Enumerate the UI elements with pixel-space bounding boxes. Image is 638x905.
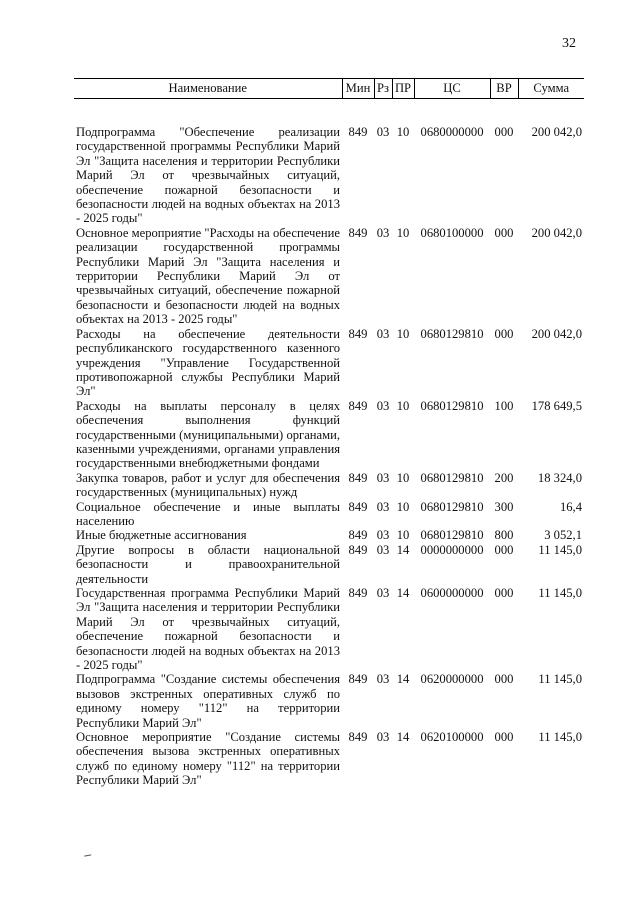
cell-min: 849	[348, 542, 368, 557]
cell-sum: 200 042,0	[531, 125, 582, 139]
cell-name: Государственная программа Республики Марий Эл "Защита населения и территории Республики Марий Эл от чрезвычайных ситуаций, обеспечение пожарной безопасности и безопасности людей на водных объектах на 2013 - 2025 годы"	[76, 586, 340, 673]
cell-cs: 0620100000	[420, 730, 484, 745]
table-row	[74, 528, 584, 542]
cell-name: Социальное обеспечение и иные выплаты населению	[76, 499, 340, 528]
cell-cs: 0600000000	[420, 586, 484, 600]
cell-name: Основное мероприятие "Расходы на обеспечение реализации государственной программы Республики Марий Эл "Защита населения и территории Республики Марий Эл от чрезвычайных ситуаций, обеспечение пожарной безопасности и безопасности людей на водных объектах на 2013 - 2025 годы"	[76, 225, 340, 327]
table-header-row	[74, 79, 584, 99]
cell-cs: 0680129810	[420, 326, 484, 341]
cell-sum: 178 649,5	[531, 398, 582, 413]
cell-pr: 14	[396, 586, 410, 600]
cell-name: Закупка товаров, работ и услуг для обеспечения государственных (муниципальных) нужд	[76, 470, 340, 500]
cell-rz: 03	[376, 542, 390, 557]
cell-vr: 000	[494, 586, 514, 600]
cell-rz: 03	[376, 125, 390, 139]
cell-vr: 800	[494, 528, 514, 543]
table-row	[74, 586, 584, 672]
cell-pr: 10	[396, 225, 410, 240]
cell-rz: 03	[376, 528, 390, 543]
header-vr: ВР	[490, 79, 518, 99]
cell-vr: 100	[494, 398, 514, 413]
table-row	[74, 99, 584, 226]
cell-pr: 14	[396, 542, 410, 557]
cell-sum: 11 145,0	[538, 672, 582, 687]
cell-sum: 18 324,0	[537, 470, 582, 485]
cell-sum: 200 042,0	[531, 326, 582, 341]
cell-vr: 000	[494, 225, 514, 240]
cell-pr: 10	[396, 398, 410, 413]
cell-vr: 000	[494, 542, 514, 557]
cell-sum: 3 052,1	[544, 528, 582, 543]
scan-mark	[84, 851, 92, 856]
cell-min: 849	[348, 586, 368, 600]
cell-min: 849	[348, 326, 368, 341]
table-row	[74, 226, 584, 327]
cell-pr: 10	[396, 326, 410, 341]
cell-rz: 03	[376, 326, 390, 341]
cell-name: Расходы на обеспечение деятельности республиканского государственного казенного учреждения "Управление Государственной противопожарной службы Республики Марий Эл"	[76, 326, 340, 399]
table-row	[74, 730, 584, 788]
cell-pr: 10	[396, 125, 410, 139]
cell-vr: 000	[494, 730, 514, 745]
table-row	[74, 471, 584, 500]
header-sum: Сумма	[518, 79, 584, 99]
cell-cs: 0680129810	[420, 528, 484, 543]
cell-name: Подпрограмма "Создание системы обеспечения вызовов экстренных оперативных служб по единому номеру "112" на территории Республики Марий Эл"	[76, 672, 340, 730]
cell-pr: 14	[396, 672, 410, 687]
cell-min: 849	[348, 672, 368, 687]
table-row	[74, 327, 584, 399]
cell-rz: 03	[376, 398, 390, 413]
cell-cs: 0680000000	[420, 125, 484, 139]
table-row	[74, 399, 584, 471]
cell-min: 849	[348, 398, 368, 413]
cell-rz: 03	[376, 586, 390, 600]
cell-vr: 000	[494, 672, 514, 687]
cell-sum: 11 145,0	[538, 542, 582, 557]
cell-name: Иные бюджетные ассигнования	[76, 528, 247, 543]
cell-pr: 10	[396, 470, 410, 485]
cell-min: 849	[348, 528, 368, 543]
cell-name: Основное мероприятие "Создание системы обеспечения вызова экстренных оперативных служб по единому номеру "112" на территории Республики Марий Эл"	[76, 730, 340, 788]
header-rz: Рз	[374, 79, 392, 99]
cell-cs: 0620000000	[420, 672, 484, 687]
cell-vr: 300	[494, 499, 514, 514]
cell-rz: 03	[376, 470, 390, 485]
cell-vr: 200	[494, 470, 514, 485]
header-cs: ЦС	[414, 79, 490, 99]
cell-min: 849	[348, 499, 368, 514]
cell-rz: 03	[376, 499, 390, 514]
cell-name: Подпрограмма "Обеспечение реализации государственной программы Республики Марий Эл "Защита населения и территории Республики Марий Эл от чрезвычайных ситуаций, обеспечение пожарной безопасности и безопасности людей на водных объектах на 2013 - 2025 годы"	[76, 125, 340, 226]
cell-min: 849	[348, 730, 368, 745]
cell-sum: 11 145,0	[538, 730, 582, 745]
budget-table	[74, 78, 584, 788]
cell-vr: 000	[494, 125, 514, 139]
cell-cs: 0680129810	[420, 470, 484, 485]
table-body	[74, 99, 584, 788]
cell-vr: 000	[494, 326, 514, 341]
cell-rz: 03	[376, 225, 390, 240]
table-row	[74, 543, 584, 586]
cell-cs: 0680100000	[420, 225, 484, 240]
header-pr: ПР	[392, 79, 414, 99]
cell-pr: 10	[396, 528, 410, 543]
cell-min: 849	[348, 125, 368, 139]
page-number: 32	[562, 36, 576, 51]
cell-min: 849	[348, 470, 368, 485]
cell-rz: 03	[376, 672, 390, 687]
cell-sum: 200 042,0	[531, 225, 582, 240]
cell-rz: 03	[376, 730, 390, 745]
table-row	[74, 672, 584, 730]
cell-sum: 11 145,0	[538, 586, 582, 600]
cell-name: Расходы на выплаты персоналу в целях обеспечения выполнения функций государственными (муниципальными) органами, казенными учреждениями, органами управления государственными внебюджетными фондами	[76, 398, 340, 471]
header-min: Мин	[342, 79, 374, 99]
cell-pr: 10	[396, 499, 410, 514]
cell-min: 849	[348, 225, 368, 240]
cell-sum: 16,4	[559, 499, 582, 514]
cell-cs: 0680129810	[420, 398, 484, 413]
cell-cs: 0680129810	[420, 499, 484, 514]
header-name: Наименование	[74, 79, 342, 99]
cell-name: Другие вопросы в области национальной безопасности и правоохранительной деятельности	[76, 542, 340, 586]
cell-pr: 14	[396, 730, 410, 745]
table-row	[74, 500, 584, 529]
cell-cs: 0000000000	[420, 542, 484, 557]
